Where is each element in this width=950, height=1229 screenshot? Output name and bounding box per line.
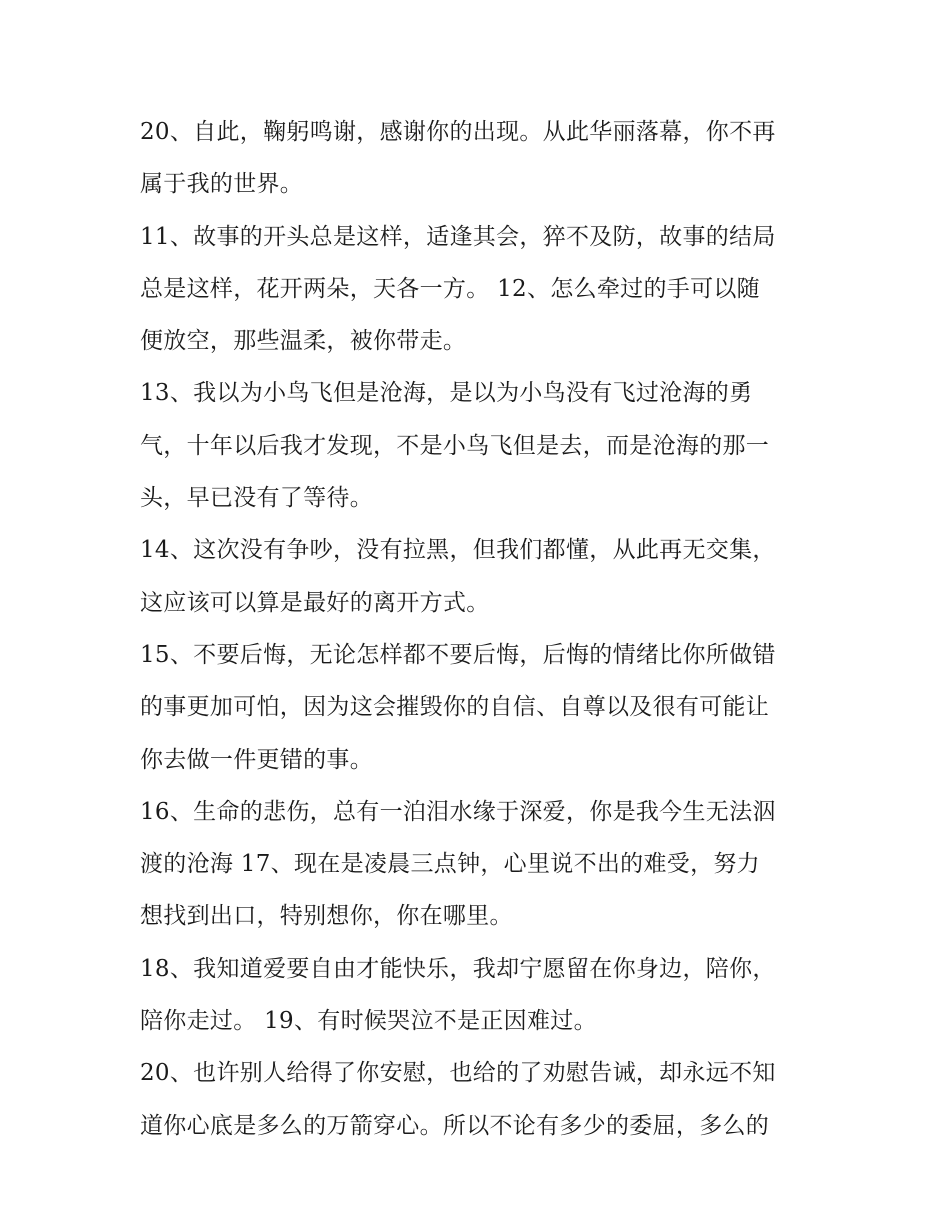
text-line: 便放空，那些温柔，被你带走。 [140,328,467,355]
text-line: 15、不要后悔，无论怎样都不要后悔，后悔的情绪比你所做错 [140,641,776,668]
text-line: 总是这样，花开两朵，天各一方。 12、怎么牵过的手可以随 [140,275,760,302]
text-line: 20、也许别人给得了你安慰，也给的了劝慰告诫，却永远不知 [140,1060,776,1087]
text-line: 16、生命的悲伤，总有一泊泪水缘于深爱，你是我今生无法泅 [140,798,776,825]
text-line: 气，十年以后我才发现，不是小鸟飞但是去，而是沧海的那一 [140,432,770,459]
text-line: 渡的沧海 17、现在是凌晨三点钟，心里说不出的难受，努力 [140,851,760,878]
text-line: 这应该可以算是最好的离开方式。 [140,589,490,616]
text-line: 13、我以为小鸟飞但是沧海，是以为小鸟没有飞过沧海的勇 [140,380,753,407]
text-line: 11、故事的开头总是这样，适逢其会，猝不及防，故事的结局 [140,223,776,250]
text-line: 头，早已没有了等待。 [140,485,373,512]
text-line: 属于我的世界。 [140,171,304,198]
text-line: 陪你走过。 19、有时候哭泣不是正因难过。 [140,1008,597,1035]
text-line: 道你心底是多么的万箭穿心。所以不论有多少的委屈，多么的 [140,1112,770,1139]
text-line: 18、我知道爱要自由才能快乐，我却宁愿留在你身边，陪你， [140,955,776,982]
body-text [140,106,830,1152]
text-line: 想找到出口，特别想你，你在哪里。 [140,903,513,930]
text-line: 你去做一件更错的事。 [140,746,373,773]
text-line: 的事更加可怕，因为这会摧毁你的自信、自尊以及很有可能让 [140,694,770,721]
text-line: 20、自此，鞠躬鸣谢，感谢你的出现。从此华丽落幕，你不再 [140,119,776,145]
text-line: 14、这次没有争吵，没有拉黑，但我们都懂，从此再无交集， [140,537,776,564]
